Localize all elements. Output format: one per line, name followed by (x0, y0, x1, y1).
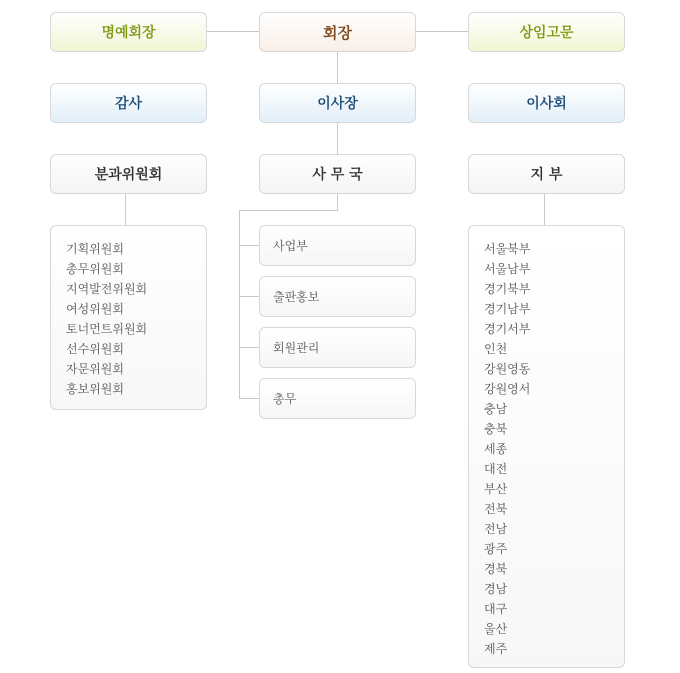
list-item: 광주 (484, 542, 508, 556)
committee-list (50, 225, 207, 410)
connector-dept-2 (239, 296, 259, 297)
connector-dept-3 (239, 347, 259, 348)
standing-advisor-box: 상임고문 (468, 12, 625, 52)
list-item: 여성위원회 (66, 302, 124, 316)
list-item: 부산 (484, 482, 508, 496)
list-item: 경기남부 (484, 302, 531, 316)
list-item: 지역발전위원회 (66, 282, 148, 296)
dept-general-affairs: 총무 (259, 378, 416, 419)
list-item: 경남 (484, 582, 508, 596)
branches-box: 지 부 (468, 154, 625, 194)
connector-dept-4 (239, 398, 259, 399)
committees-box: 분과위원회 (50, 154, 207, 194)
list-item: 대전 (484, 462, 508, 476)
connector-honorary-chairman (207, 31, 259, 32)
list-item: 총무위원회 (66, 262, 124, 276)
connector-director-secretariat (337, 123, 338, 155)
list-item: 경기북부 (484, 282, 531, 296)
auditor-box: 감사 (50, 83, 207, 123)
list-item: 인천 (484, 342, 508, 356)
list-item: 토너먼트위원회 (66, 322, 148, 336)
secretariat-box: 사 무 국 (259, 154, 416, 194)
list-item: 강원영서 (484, 382, 531, 396)
connector-secretariat-down (337, 194, 338, 211)
list-item: 경북 (484, 562, 508, 576)
connector-chairman-director (337, 52, 338, 84)
list-item: 기획위원회 (66, 242, 124, 256)
list-item: 서울남부 (484, 262, 531, 276)
list-item: 홍보위원회 (66, 382, 124, 396)
list-item: 제주 (484, 642, 508, 656)
dept-business: 사업부 (259, 225, 416, 266)
list-item: 울산 (484, 622, 508, 636)
director-box: 이사장 (259, 83, 416, 123)
list-item: 서울북부 (484, 242, 531, 256)
connector-secretariat-horizontal (239, 210, 338, 211)
connector-secretariat-spine (239, 210, 240, 399)
list-item: 충북 (484, 422, 508, 436)
list-item: 대구 (484, 602, 508, 616)
dept-membership: 회원관리 (259, 327, 416, 368)
list-item: 충남 (484, 402, 508, 416)
list-item: 선수위원회 (66, 342, 124, 356)
connector-chairman-advisor (416, 31, 468, 32)
board-box: 이사회 (468, 83, 625, 123)
connector-committees-list (125, 194, 126, 226)
list-item: 강원영동 (484, 362, 531, 376)
list-item: 전남 (484, 522, 508, 536)
dept-publishing: 출판홍보 (259, 276, 416, 317)
list-item: 경기서부 (484, 322, 531, 336)
list-item: 세종 (484, 442, 508, 456)
chairman-box: 회장 (259, 12, 416, 52)
list-item: 자문위원회 (66, 362, 124, 376)
honorary-chairman-box: 명예회장 (50, 12, 207, 52)
connector-dept-1 (239, 245, 259, 246)
list-item: 전북 (484, 502, 508, 516)
connector-branches-list (544, 194, 545, 226)
branch-list (468, 225, 625, 668)
